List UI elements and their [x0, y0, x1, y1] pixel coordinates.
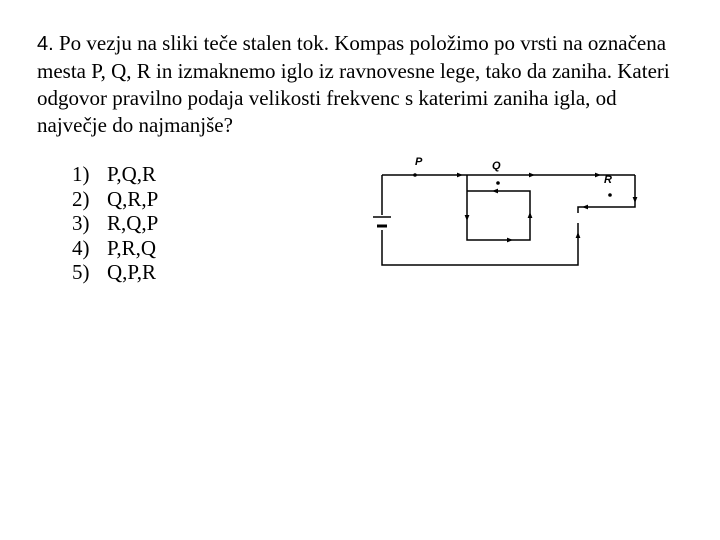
label-p: P [415, 156, 423, 168]
circuit-wire-left-lower [382, 223, 578, 265]
circuit-inner-loop [467, 175, 530, 240]
answer-options [72, 162, 158, 285]
option-1: 1) P,Q,R [72, 162, 157, 186]
label-r: R [604, 174, 612, 186]
option-3: 3) R,Q,P [72, 211, 159, 235]
option-5: 5) Q,P,R [72, 260, 157, 284]
question-body: Po vezju na sliki teče stalen tok. Kompas položimo po vrsti na označena mesta P, Q, R in izmaknemo iglo iz ravnovesne lege, tako da zaniha. Kateri odgovor pravilno podaja velikosti frekvenc s katerimi zaniha igla, od največje do najmanjše? [37, 31, 670, 137]
question-number: 4. [37, 33, 54, 55]
point-p-dot [413, 173, 417, 177]
circuit-diagram [370, 150, 650, 275]
label-q: Q [492, 160, 501, 172]
point-r-dot [608, 193, 612, 197]
option-4: 4) P,R,Q [72, 235, 157, 260]
question-text [37, 30, 687, 139]
option-2: 2) Q,R,P [72, 186, 159, 211]
point-q-dot [496, 181, 500, 185]
